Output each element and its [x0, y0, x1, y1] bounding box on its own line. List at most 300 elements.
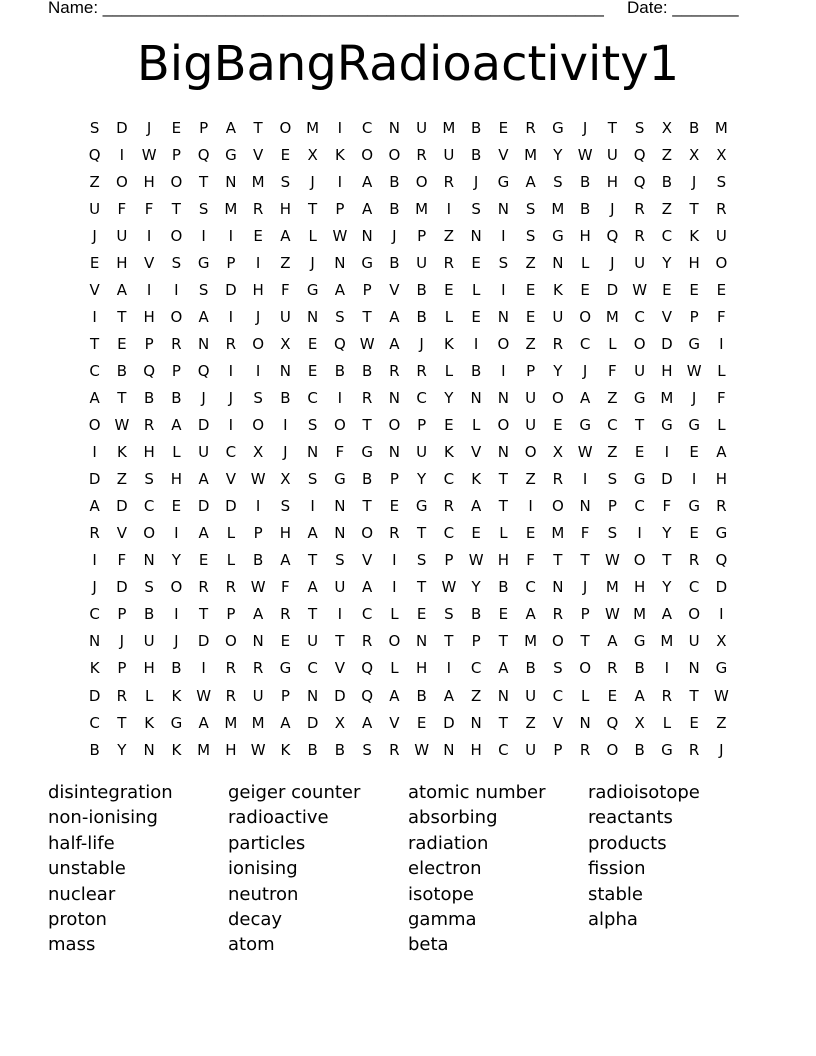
word-item: mass	[48, 934, 96, 956]
grid-letter: F	[580, 524, 590, 543]
grid-letter: L	[226, 524, 236, 543]
grid-letter: A	[579, 388, 591, 407]
grid-letter: E	[307, 334, 318, 353]
grid-letter: U	[525, 388, 537, 407]
word-column	[228, 780, 408, 958]
grid-letter: M	[251, 713, 265, 732]
grid-letter: D	[197, 497, 210, 516]
grid-letter: U	[279, 307, 291, 326]
grid-letter: H	[279, 199, 292, 218]
grid-letter: N	[334, 497, 346, 516]
grid-letter: Y	[553, 145, 563, 164]
grid-letter: T	[90, 334, 100, 353]
grid-letter: D	[116, 497, 128, 516]
grid-letter: R	[252, 659, 264, 678]
grid-letter: T	[580, 551, 590, 570]
grid-letter: Q	[715, 551, 728, 570]
grid-letter: S	[416, 551, 427, 570]
grid-letter: J	[92, 578, 97, 597]
grid-letter: A	[307, 578, 318, 597]
grid-letter: C	[634, 307, 645, 326]
grid-letter: O	[633, 551, 646, 570]
grid-letter: E	[525, 307, 536, 326]
grid-letter: L	[144, 686, 154, 705]
grid-letter: O	[579, 307, 592, 326]
grid-letter: P	[226, 253, 236, 272]
grid-letter: H	[225, 740, 237, 759]
grid-letter: S	[144, 470, 154, 489]
grid-letter: I	[446, 659, 452, 678]
grid-letter: T	[498, 497, 508, 516]
grid-letter: W	[250, 578, 266, 597]
grid-letter: A	[525, 172, 536, 191]
grid-letter: S	[525, 226, 536, 245]
grid-letter: R	[389, 524, 400, 543]
grid-letter: Q	[197, 145, 210, 164]
grid-letter: V	[361, 551, 373, 570]
grid-letter: Z	[116, 470, 128, 489]
grid-letter: N	[552, 578, 564, 597]
grid-letter: U	[334, 578, 346, 597]
grid-letter: F	[117, 199, 127, 218]
grid-letter: Z	[716, 713, 727, 732]
grid-letter: E	[471, 307, 481, 326]
grid-letter: R	[525, 118, 536, 137]
grid-letter: C	[688, 578, 700, 597]
grid-letter: T	[308, 551, 318, 570]
grid-letter: K	[552, 280, 563, 299]
grid-letter: Z	[661, 145, 673, 164]
grid-letter: W	[250, 740, 266, 759]
grid-letter: B	[280, 388, 291, 407]
grid-letter: N	[497, 388, 509, 407]
grid-letter: T	[117, 388, 127, 407]
grid-letter: A	[225, 118, 236, 137]
grid-letter: R	[552, 470, 564, 489]
grid-letter: E	[280, 145, 291, 164]
grid-letter: H	[170, 470, 183, 489]
grid-letter: B	[688, 118, 700, 137]
grid-letter: Y	[117, 740, 127, 759]
grid-letter: U	[443, 145, 455, 164]
grid-letter: E	[280, 632, 291, 651]
grid-letter: H	[633, 578, 646, 597]
grid-letter: U	[416, 443, 428, 462]
grid-letter: D	[715, 578, 728, 597]
grid-letter: J	[92, 226, 97, 245]
grid-row	[81, 493, 735, 520]
grid-row	[81, 601, 735, 628]
grid-letter: I	[501, 361, 506, 380]
grid-letter: T	[417, 578, 427, 597]
grid-letter: C	[361, 605, 373, 624]
grid-letter: N	[497, 686, 509, 705]
grid-letter: O	[170, 226, 183, 245]
grid-letter: A	[607, 632, 618, 651]
grid-letter: D	[88, 470, 101, 489]
grid-letter: I	[446, 199, 452, 218]
grid-letter: G	[552, 118, 564, 137]
grid-letter: J	[691, 388, 697, 407]
grid-letter: N	[579, 497, 591, 516]
word-item: products	[588, 832, 667, 854]
grid-letter: J	[310, 172, 315, 191]
grid-letter: J	[392, 226, 397, 245]
grid-letter: S	[280, 172, 291, 191]
grid-letter: G	[415, 497, 428, 516]
grid-letter: G	[661, 416, 673, 435]
grid-letter: G	[225, 145, 237, 164]
grid-letter: I	[228, 361, 234, 380]
grid-letter: K	[443, 443, 454, 462]
grid-row	[81, 466, 735, 493]
grid-letter: L	[662, 713, 672, 732]
grid-letter: Q	[361, 686, 374, 705]
grid-letter: L	[471, 280, 481, 299]
grid-letter: R	[552, 605, 564, 624]
grid-letter: N	[143, 551, 155, 570]
grid-letter: A	[198, 470, 209, 489]
grid-letter: L	[471, 416, 481, 435]
grid-letter: M	[551, 524, 565, 543]
grid-letter: O	[388, 632, 401, 651]
grid-letter: S	[335, 307, 345, 326]
grid-letter: R	[280, 605, 291, 624]
grid-row	[81, 736, 735, 763]
grid-letter: T	[580, 632, 590, 651]
word-item: non-ionising	[48, 807, 158, 829]
grid-letter: A	[361, 199, 373, 218]
grid-letter: R	[416, 145, 427, 164]
grid-letter: D	[197, 632, 210, 651]
word-item: atom	[228, 934, 275, 956]
grid-letter: R	[361, 388, 373, 407]
grid-letter: P	[253, 524, 263, 543]
name-field: Name: _____________________________________________________	[48, 0, 604, 17]
grid-letter: A	[280, 713, 291, 732]
grid-letter: F	[717, 388, 726, 407]
grid-letter: W	[114, 416, 130, 435]
page-title: BigBangRadioactivity1	[136, 36, 680, 92]
grid-letter: I	[337, 172, 343, 191]
grid-letter: B	[416, 280, 427, 299]
grid-letter: T	[199, 172, 209, 191]
word-item: radioisotope	[588, 782, 700, 803]
grid-letter: P	[580, 605, 590, 624]
grid-letter: M	[524, 145, 538, 164]
header-fields	[48, 0, 748, 20]
grid-letter: I	[501, 280, 506, 299]
grid-letter: Z	[443, 226, 455, 245]
grid-letter: A	[389, 686, 400, 705]
word-column	[48, 780, 228, 958]
grid-letter: Z	[607, 443, 618, 462]
grid-letter: C	[225, 443, 237, 462]
grid-letter: O	[633, 334, 646, 353]
grid-letter: U	[198, 443, 210, 462]
grid-letter: L	[390, 605, 399, 624]
grid-letter: N	[688, 659, 700, 678]
word-item: nuclear	[48, 883, 116, 905]
grid-letter: T	[498, 632, 508, 651]
grid-letter: X	[307, 145, 318, 164]
grid-letter: O	[388, 145, 401, 164]
grid-letter: F	[526, 551, 535, 570]
grid-letter: W	[332, 226, 348, 245]
grid-letter: I	[255, 253, 261, 272]
grid-letter: J	[610, 199, 615, 218]
grid-letter: R	[688, 551, 700, 570]
grid-letter: B	[252, 551, 264, 570]
grid-letter: G	[633, 470, 646, 489]
grid-letter: R	[198, 578, 209, 597]
grid-letter: J	[310, 253, 315, 272]
grid-letter: I	[664, 443, 670, 462]
grid-letter: R	[225, 659, 237, 678]
grid-letter: B	[579, 199, 591, 218]
grid-letter: C	[634, 497, 645, 516]
grid-letter: N	[307, 307, 319, 326]
word-item: ionising	[228, 858, 298, 880]
grid-letter: I	[473, 334, 479, 353]
grid-letter: S	[607, 470, 618, 489]
grid-letter: Y	[171, 551, 181, 570]
grid-letter: S	[716, 172, 727, 191]
grid-letter: R	[225, 686, 237, 705]
grid-letter: T	[662, 551, 672, 570]
grid-letter: O	[715, 253, 728, 272]
grid-letter: A	[470, 497, 482, 516]
grid-letter: V	[225, 470, 236, 489]
grid-letter: K	[116, 443, 127, 462]
grid-letter: S	[144, 578, 154, 597]
grid-letter: Y	[444, 388, 454, 407]
grid-letter: U	[525, 686, 537, 705]
grid-letter: D	[334, 686, 346, 705]
grid-letter: I	[337, 388, 343, 407]
grid-letter: E	[171, 118, 182, 137]
grid-letter: R	[607, 659, 618, 678]
grid-letter: P	[171, 145, 181, 164]
grid-letter: A	[716, 443, 727, 462]
grid-letter: N	[388, 118, 400, 137]
grid-letter: Y	[662, 524, 672, 543]
grid-letter: I	[392, 578, 397, 597]
grid-letter: G	[552, 226, 564, 245]
grid-letter: A	[661, 605, 672, 624]
grid-letter: X	[280, 470, 291, 489]
grid-letter: Y	[662, 253, 672, 272]
grid-letter: G	[715, 524, 728, 543]
grid-letter: Z	[280, 253, 291, 272]
grid-letter: R	[443, 172, 455, 191]
grid-letter: T	[308, 199, 318, 218]
grid-row	[81, 682, 735, 709]
word-item: beta	[408, 934, 449, 956]
grid-letter: T	[498, 470, 508, 489]
grid-letter: R	[634, 199, 645, 218]
grid-letter: T	[362, 497, 372, 516]
grid-letter: N	[552, 253, 564, 272]
grid-letter: I	[337, 605, 343, 624]
grid-letter: G	[715, 659, 728, 678]
grid-letter: U	[525, 416, 537, 435]
grid-letter: U	[307, 632, 319, 651]
grid-letter: I	[92, 443, 97, 462]
grid-letter: R	[171, 334, 182, 353]
grid-row	[81, 384, 735, 411]
grid-letter: B	[389, 172, 400, 191]
grid-letter: R	[389, 361, 400, 380]
grid-letter: D	[661, 334, 673, 353]
grid-letter: L	[226, 551, 236, 570]
grid-letter: W	[686, 361, 702, 380]
grid-letter: R	[252, 199, 264, 218]
grid-letter: G	[688, 416, 700, 435]
grid-letter: S	[553, 659, 563, 678]
grid-letter: U	[525, 740, 537, 759]
grid-letter: B	[116, 361, 128, 380]
grid-letter: R	[89, 524, 100, 543]
grid-letter: N	[388, 388, 400, 407]
grid-letter: W	[713, 686, 729, 705]
grid-letter: T	[362, 416, 372, 435]
word-item: neutron	[228, 883, 299, 905]
grid-letter: N	[334, 253, 346, 272]
grid-letter: J	[228, 388, 234, 407]
grid-letter: H	[143, 443, 155, 462]
grid-letter: T	[362, 307, 372, 326]
grid-letter: C	[579, 334, 591, 353]
grid-letter: H	[579, 226, 591, 245]
word-item: proton	[48, 908, 107, 930]
grid-letter: D	[225, 280, 237, 299]
grid-letter: S	[253, 388, 263, 407]
grid-row	[81, 222, 735, 249]
grid-letter: S	[362, 740, 372, 759]
word-item: reactants	[588, 807, 673, 829]
grid-row	[81, 628, 735, 655]
grid-letter: X	[280, 334, 291, 353]
grid-letter: G	[306, 280, 319, 299]
grid-letter: I	[255, 361, 261, 380]
grid-letter: U	[143, 632, 155, 651]
grid-letter: G	[688, 334, 700, 353]
grid-letter: D	[443, 713, 455, 732]
grid-letter: G	[633, 632, 646, 651]
grid-letter: E	[607, 686, 618, 705]
grid-letter: O	[252, 334, 265, 353]
grid-letter: R	[225, 578, 237, 597]
grid-letter: B	[389, 253, 400, 272]
grid-letter: E	[444, 280, 454, 299]
grid-row	[81, 303, 735, 330]
grid-letter: O	[361, 524, 374, 543]
grid-letter: V	[389, 713, 400, 732]
grid-letter: E	[634, 443, 645, 462]
grid-letter: G	[170, 713, 183, 732]
grid-letter: U	[116, 226, 128, 245]
grid-letter: M	[714, 118, 728, 137]
word-item: half-life	[48, 832, 115, 854]
grid-letter: T	[417, 524, 427, 543]
grid-letter: T	[308, 605, 318, 624]
grid-letter: T	[171, 199, 181, 218]
grid-letter: R	[416, 361, 427, 380]
grid-letter: A	[389, 334, 400, 353]
grid-letter: H	[715, 470, 728, 489]
grid-letter: Y	[417, 470, 427, 489]
grid-letter: O	[497, 334, 510, 353]
grid-letter: A	[389, 307, 400, 326]
grid-letter: B	[470, 145, 482, 164]
grid-letter: B	[525, 659, 536, 678]
grid-letter: R	[688, 740, 700, 759]
grid-letter: R	[443, 497, 455, 516]
grid-letter: T	[689, 686, 699, 705]
grid-letter: Q	[633, 145, 646, 164]
word-item: electron	[408, 858, 482, 880]
grid-letter: U	[252, 686, 264, 705]
grid-row	[81, 520, 735, 547]
word-item: radioactive	[228, 807, 329, 829]
grid-letter: B	[171, 388, 182, 407]
grid-letter: O	[170, 172, 183, 191]
grid-letter: I	[528, 497, 533, 516]
grid-letter: N	[279, 361, 291, 380]
grid-letter: J	[610, 253, 615, 272]
grid-letter: M	[605, 307, 619, 326]
grid-row	[81, 357, 735, 384]
grid-row	[81, 168, 735, 195]
grid-letter: L	[580, 253, 590, 272]
grid-letter: U	[715, 226, 727, 245]
grid-letter: E	[689, 443, 699, 462]
grid-letter: E	[471, 253, 481, 272]
grid-letter: P	[389, 470, 399, 489]
grid-letter: H	[143, 659, 155, 678]
grid-letter: X	[661, 118, 673, 137]
grid-letter: L	[390, 659, 399, 678]
grid-letter: P	[444, 551, 454, 570]
grid-letter: T	[607, 118, 617, 137]
grid-letter: R	[143, 416, 155, 435]
grid-letter: E	[416, 713, 427, 732]
word-item: atomic number	[408, 782, 546, 803]
grid-letter: B	[470, 118, 482, 137]
grid-letter: W	[604, 551, 620, 570]
grid-letter: W	[250, 470, 266, 489]
grid-letter: C	[307, 388, 318, 407]
grid-letter: R	[634, 226, 645, 245]
grid-letter: K	[171, 686, 182, 705]
grid-row	[81, 330, 735, 357]
grid-letter: B	[89, 740, 100, 759]
grid-letter: L	[580, 686, 590, 705]
word-item: unstable	[48, 858, 126, 880]
grid-letter: A	[116, 280, 127, 299]
grid-letter: T	[689, 199, 699, 218]
grid-letter: S	[634, 118, 645, 137]
grid-letter: N	[198, 334, 210, 353]
grid-letter: E	[498, 118, 509, 137]
grid-letter: S	[89, 118, 100, 137]
grid-letter: F	[717, 307, 726, 326]
word-item: geiger counter	[228, 782, 361, 803]
grid-letter: B	[579, 172, 591, 191]
grid-letter: B	[389, 199, 400, 218]
grid-letter: T	[635, 416, 645, 435]
